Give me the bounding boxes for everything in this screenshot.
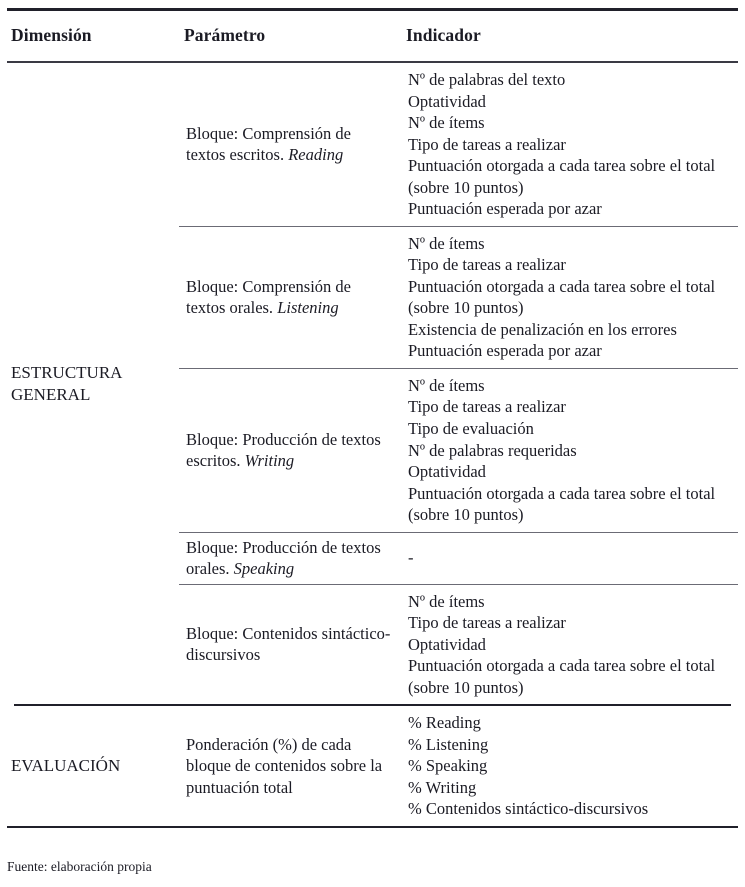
dimension-label-line: GENERAL — [11, 384, 91, 404]
indicador-cell — [405, 227, 738, 368]
indicador-item: % Contenidos sintáctico-discursivos — [408, 799, 649, 819]
skill-name-italic: Speaking — [233, 559, 295, 579]
table-source-note: Fuente: elaboración propia — [7, 858, 152, 874]
column-header-parametro: Parámetro — [184, 25, 266, 45]
table-row — [179, 585, 738, 705]
column-header-dimension: Dimensión — [11, 25, 92, 45]
indicador-item: Tipo de evaluación — [408, 418, 534, 438]
parametro-cell: Bloque: Comprensión de textos escritos. Reading — [186, 123, 351, 165]
indicador-cell — [405, 63, 738, 226]
indicador-item: Puntuación esperada por azar — [408, 341, 602, 361]
dimension-group — [7, 63, 738, 704]
skill-name-italic: Listening — [277, 298, 339, 318]
dimension-rows — [179, 706, 738, 826]
dimension-label-line: ESTRUCTURA — [11, 362, 123, 382]
table-row — [179, 227, 738, 368]
indicador-item: % Listening — [408, 734, 489, 754]
indicador-item: Tipo de tareas a realizar — [408, 397, 566, 417]
table-row — [179, 533, 738, 584]
table-row — [179, 369, 738, 532]
skill-name-italic: Reading — [288, 145, 344, 165]
dimension-label — [11, 362, 122, 406]
indicador-item: Nº de ítems — [408, 375, 485, 395]
dimension-label — [11, 755, 120, 777]
indicador-item: % Speaking — [408, 756, 488, 776]
dimension-cell — [7, 63, 179, 704]
dimension-group — [7, 706, 738, 826]
indicador-cell — [405, 706, 738, 826]
parametro-cell: Bloque: Producción de textos escritos. Writing — [186, 429, 381, 471]
table-bottom-rule — [7, 826, 738, 828]
indicador-item: Optatividad — [408, 91, 486, 111]
dimension-rows — [179, 63, 738, 704]
indicador-item: Nº de ítems — [408, 591, 485, 611]
indicador-item: Nº de palabras del texto — [408, 70, 566, 89]
dimension-label-line: EVALUACIÓN — [11, 756, 121, 776]
parametro-cell: Ponderación (%) de cada bloque de contenidos sobre la puntuación total — [186, 734, 383, 797]
column-header-indicador: Indicador — [406, 25, 481, 45]
table-header-row — [7, 11, 738, 61]
indicador-item: Puntuación esperada por azar — [408, 199, 602, 219]
indicador-item: Nº de ítems — [408, 233, 485, 253]
indicador-item: Tipo de tareas a realizar — [408, 255, 566, 275]
table-row — [179, 63, 738, 226]
indicador-item: Puntuación otorgada a cada tarea sobre el total (sobre 10 puntos) — [408, 276, 716, 318]
indicador-item: Nº de ítems — [408, 113, 485, 133]
table-body — [7, 63, 738, 826]
dimension-cell — [7, 706, 179, 826]
indicador-item: - — [408, 548, 414, 568]
indicador-item: % Writing — [408, 777, 477, 797]
indicador-item: Nº de palabras requeridas — [408, 440, 577, 460]
indicador-cell — [405, 585, 738, 705]
parametro-cell: Bloque: Contenidos sintáctico-discursivos — [186, 623, 391, 665]
table-row — [179, 706, 738, 826]
indicador-item: Existencia de penalización en los errores — [408, 319, 677, 339]
skill-name-italic: Writing — [244, 451, 295, 471]
indicador-cell — [405, 369, 738, 532]
indicador-item: Tipo de tareas a realizar — [408, 613, 566, 633]
indicador-item: Optatividad — [408, 634, 486, 654]
indicador-item: Tipo de tareas a realizar — [408, 134, 566, 154]
parametro-cell: Bloque: Comprensión de textos orales. Listening — [186, 276, 351, 318]
indicador-item: Puntuación otorgada a cada tarea sobre el total (sobre 10 puntos) — [408, 483, 716, 525]
indicador-item: Puntuación otorgada a cada tarea sobre el total (sobre 10 puntos) — [408, 656, 716, 697]
table-page — [0, 8, 745, 887]
indicador-item: % Reading — [408, 713, 481, 733]
indicador-item: Optatividad — [408, 462, 486, 482]
indicador-item: Puntuación otorgada a cada tarea sobre el total (sobre 10 puntos) — [408, 156, 716, 197]
parametro-cell: Bloque: Producción de textos orales. Speaking — [186, 537, 381, 579]
indicador-cell — [405, 541, 738, 575]
